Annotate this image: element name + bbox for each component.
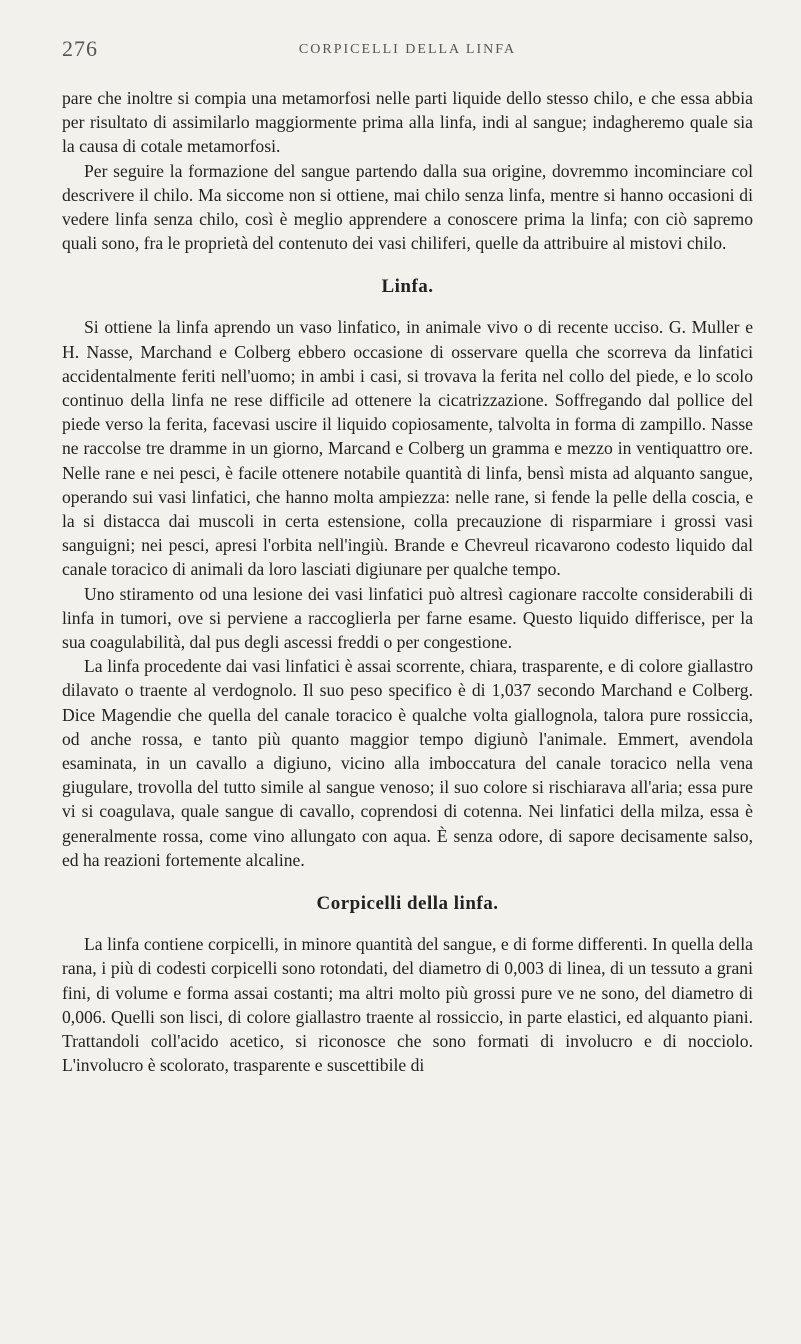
section-heading-linfa: Linfa. <box>381 276 434 298</box>
running-head: CORPICELLI DELLA LINFA <box>298 42 517 57</box>
paragraph: Si ottiene la linfa aprendo un vaso linfatico, in animale vivo o di recente ucciso. G. Muller e H. Nasse, Marchand e Colberg ebbero occasione di osservare quella che scorreva da linfatici accidentalmente feriti nell'uomo; in ambi i casi, si trovava la ferita nel collo del piede, e lo scolo continuo della linfa ne rese difficile ad ottenere la cicatrizzazione. Soffregando dal pollice del piede verso la ferita, facevasi uscire il liquido copiosamente, talvolta in forma di zampillo. Nasse ne raccolse tre dramme in un giorno, Marcand e Colberg un gramma e mezzo in ventiquattro ore. Nelle rane e nei pesci, è facile ottenere notabile quantità di linfa, bensì mista ad alquanto sangue, operando sui vasi linfatici, che hanno molta ampiezza: nelle rane, si fende la pelle della coscia, e la si distacca dai muscoli in certa estensione, colla precauzione di risparmiare i grossi vasi sanguigni; nei pesci, apresi l'orbita nell'ingiù. Brande e Chevreul ricavarono codesto liquido dal canale toracico di animali da loro lasciati digiunare per qualche tempo. <box>62 317 753 580</box>
page-body <box>62 86 753 1077</box>
paragraph: La linfa contiene corpicelli, in minore quantità del sangue, e di forme differenti. In quella della rana, i più di codesti corpicelli sono rotondati, del diametro di 0,003 di linea, di un tessuto a grani fini, di volume e forma assai costanti; ma altri molto più grossi pure ve ne sono, del diametro di 0,006. Quelli son lisci, di colore giallastro traente al rossiccio, in parte elastici, ed alquanto piani. Trattandoli coll'acido acetico, si riconosce che sono formati di involucro e di nocciolo. L'involucro è scolorato, trasparente e suscettibile di <box>62 934 753 1076</box>
page-header <box>62 36 753 66</box>
page-number: 276 <box>62 36 98 61</box>
paragraph: Uno stiramento od una lesione dei vasi linfatici può altresì cagionare raccolte considerabili di linfa in tumori, ove si perviene a raccoglierla per farne esame. Questo liquido differisce, per la sua coagulabilità, dal pus degli ascessi freddi o per congestione. <box>62 583 753 653</box>
paragraph: Per seguire la formazione del sangue partendo dalla sua origine, dovremmo incominciare col descrivere il chilo. Ma siccome non si ottiene, mai chilo senza linfa, mentre si hanno occasioni di vedere linfa senza chilo, così è meglio apprendere a conoscere prima la linfa; con ciò sapremo quali sono, fra le proprietà del contenuto dei vasi chiliferi, quelle da attribuire al mistovi chilo. <box>62 160 753 254</box>
paragraph-continuation: pare che inoltre si compia una metamorfosi nelle parti liquide dello stesso chilo, e che essa abbia per risultato di assimilarlo maggiormente prima alla linfa, indi al sangue; indagheremo quale sia la causa di cotale metamorfosi. <box>62 88 753 157</box>
section-heading-corpicelli: Corpicelli della linfa. <box>316 893 499 915</box>
paragraph: La linfa procedente dai vasi linfatici è assai scorrente, chiara, trasparente, e di colore giallastro dilavato o traente al verdognolo. Il suo peso specifico è di 1,037 secondo Marchand e Colberg. Dice Magendie che quella del canale toracico è qualche volta giallognola, talora pure rossiccia, od anche rossa, e tanto più quanto maggior tempo digiunò l'animale. Emmert, avendola esaminata, in un cavallo a digiuno, vicino alla imboccatura del canale toracico nella vena giugulare, trovolla del tutto simile al sangue venoso; il suo colore si rischiarava all'aria; essa pure vi si coagulava, quale sangue di cavallo, coprendosi di cotenna. Nei linfatici della milza, essa è generalmente rossa, come vino allungato con aqua. È senza odore, di sapore decisamente salso, ed ha reazioni fortemente alcaline. <box>62 656 753 870</box>
